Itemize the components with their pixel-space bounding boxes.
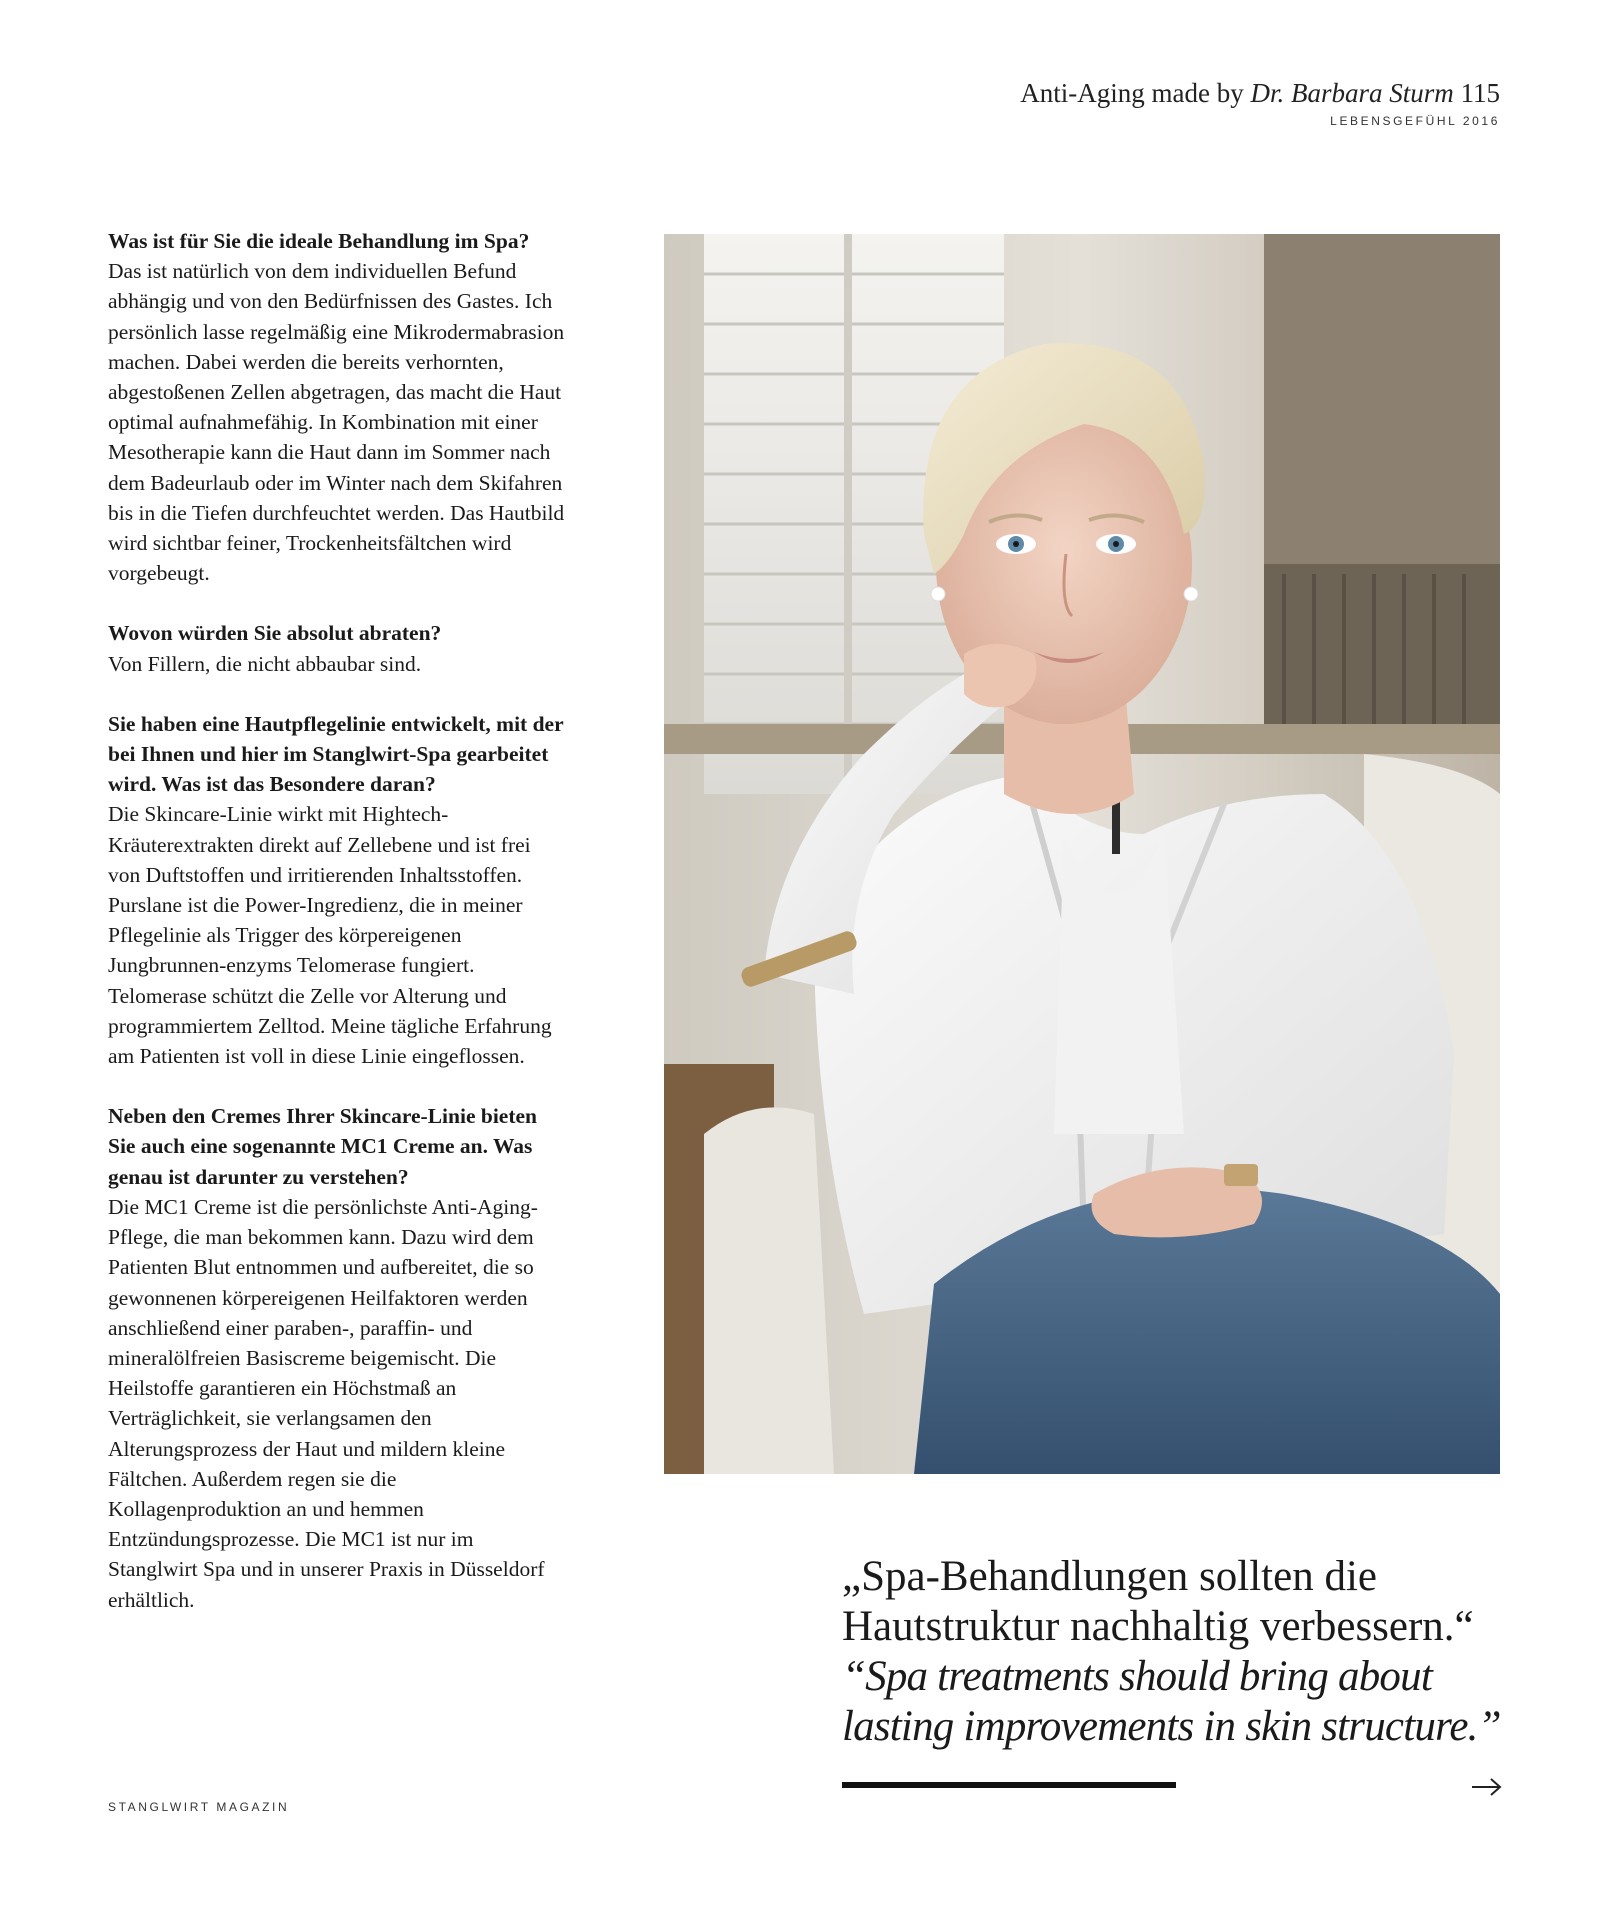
qa-block bbox=[108, 1101, 568, 1614]
portrait-illustration bbox=[664, 234, 1500, 1474]
pull-quote bbox=[842, 1552, 1522, 1752]
issue-label: LEBENSGEFÜHL 2016 bbox=[1330, 114, 1500, 128]
interview-answer: Die Skincare-Linie wirkt mit Hightech-Kräuterextrakten direkt auf Zellebene und ist frei von Duftstoffen und irritierenden Inhaltsstoffen. Purslane ist die Power-Ingredienz, die in meiner Pflegelinie als Trigger des körpereigenen Jungbrunnen-enzyms Telomerase fungiert. Telomerase schützt die Zelle vor Alterung und programmiertem Zelltod. Meine tägliche Erfahrung am Patienten ist voll in diese Linie eingeflossen. bbox=[108, 802, 552, 1069]
interview-column bbox=[108, 226, 568, 1645]
pull-quote-english: “Spa treatments should bring about lasting improvements in skin structure.” bbox=[842, 1653, 1501, 1750]
qa-block bbox=[108, 709, 568, 1071]
qa-block bbox=[108, 226, 568, 588]
interview-answer: Die MC1 Creme ist die persönlichste Anti-Aging-Pflege, die man bekommen kann. Dazu wird dem Patienten Blut entnommen und aufbereitet, die so gewonnenen körpereigenen Heilfaktoren werden anschließend einer paraben-, paraffin- und mineralölfreien Basiscreme beigemischt. Die Heilstoffe garantieren ein Höchstmaß an Verträglichkeit, sie verlangsamen den Alterungsprozess der Haut und mildern kleine Fältchen. Außerdem regen sie die Kollagenproduktion an und hemmen Entzündungsprozesse. Die MC1 ist nur im Stanglwirt Spa und in unserer Praxis in Düsseldorf erhältlich. bbox=[108, 1194, 545, 1612]
arrow-right-icon[interactable] bbox=[1470, 1776, 1504, 1798]
page-number: 115 bbox=[1460, 78, 1500, 108]
running-title-author: Dr. Barbara Sturm bbox=[1250, 78, 1454, 108]
footer-magazine-name: STANGLWIRT MAGAZIN bbox=[108, 1800, 290, 1814]
qa-block bbox=[108, 618, 568, 678]
interview-question: Was ist für Sie die ideale Behandlung im Spa? bbox=[108, 229, 530, 253]
portrait-photo bbox=[664, 234, 1500, 1474]
page-header bbox=[1020, 76, 1500, 128]
interview-answer: Von Fillern, die nicht abbaubar sind. bbox=[108, 651, 422, 676]
pull-quote-german: „Spa-Behandlungen sollten die Hautstruktur nachhaltig verbessern.“ bbox=[842, 1553, 1474, 1650]
interview-answer: Das ist natürlich von dem individuellen Befund abhängig und von den Bedürfnissen des Gastes. Ich persönlich lasse regelmäßig eine Mikrodermabrasion machen. Dabei werden die bereits verhornten, abgestoßenen Zellen abgetragen, das macht die Haut optimal aufnahmefähig. In Kombination mit einer Mesotherapie kann die Haut dann im Sommer nach dem Badeurlaub oder im Winter nach dem Skifahren bis in die Tiefen durchfeuchtet werden. Das Hautbild wird sichtbar feiner, Trockenheitsfältchen wird vorgebeugt. bbox=[108, 259, 565, 586]
running-title bbox=[1020, 76, 1500, 110]
quote-divider bbox=[842, 1782, 1176, 1788]
interview-question: Sie haben eine Hautpflegelinie entwickelt, mit der bei Ihnen und hier im Stanglwirt-Spa gearbeitet wird. Was ist das Besondere daran? bbox=[108, 711, 564, 797]
interview-question: Wovon würden Sie absolut abraten? bbox=[108, 621, 442, 646]
interview-question: Neben den Cremes Ihrer Skincare-Linie bieten Sie auch eine sogenannte MC1 Creme an. Was genau ist darunter zu verstehen? bbox=[108, 1104, 537, 1189]
running-title-prefix: Anti-Aging made by bbox=[1020, 78, 1251, 108]
